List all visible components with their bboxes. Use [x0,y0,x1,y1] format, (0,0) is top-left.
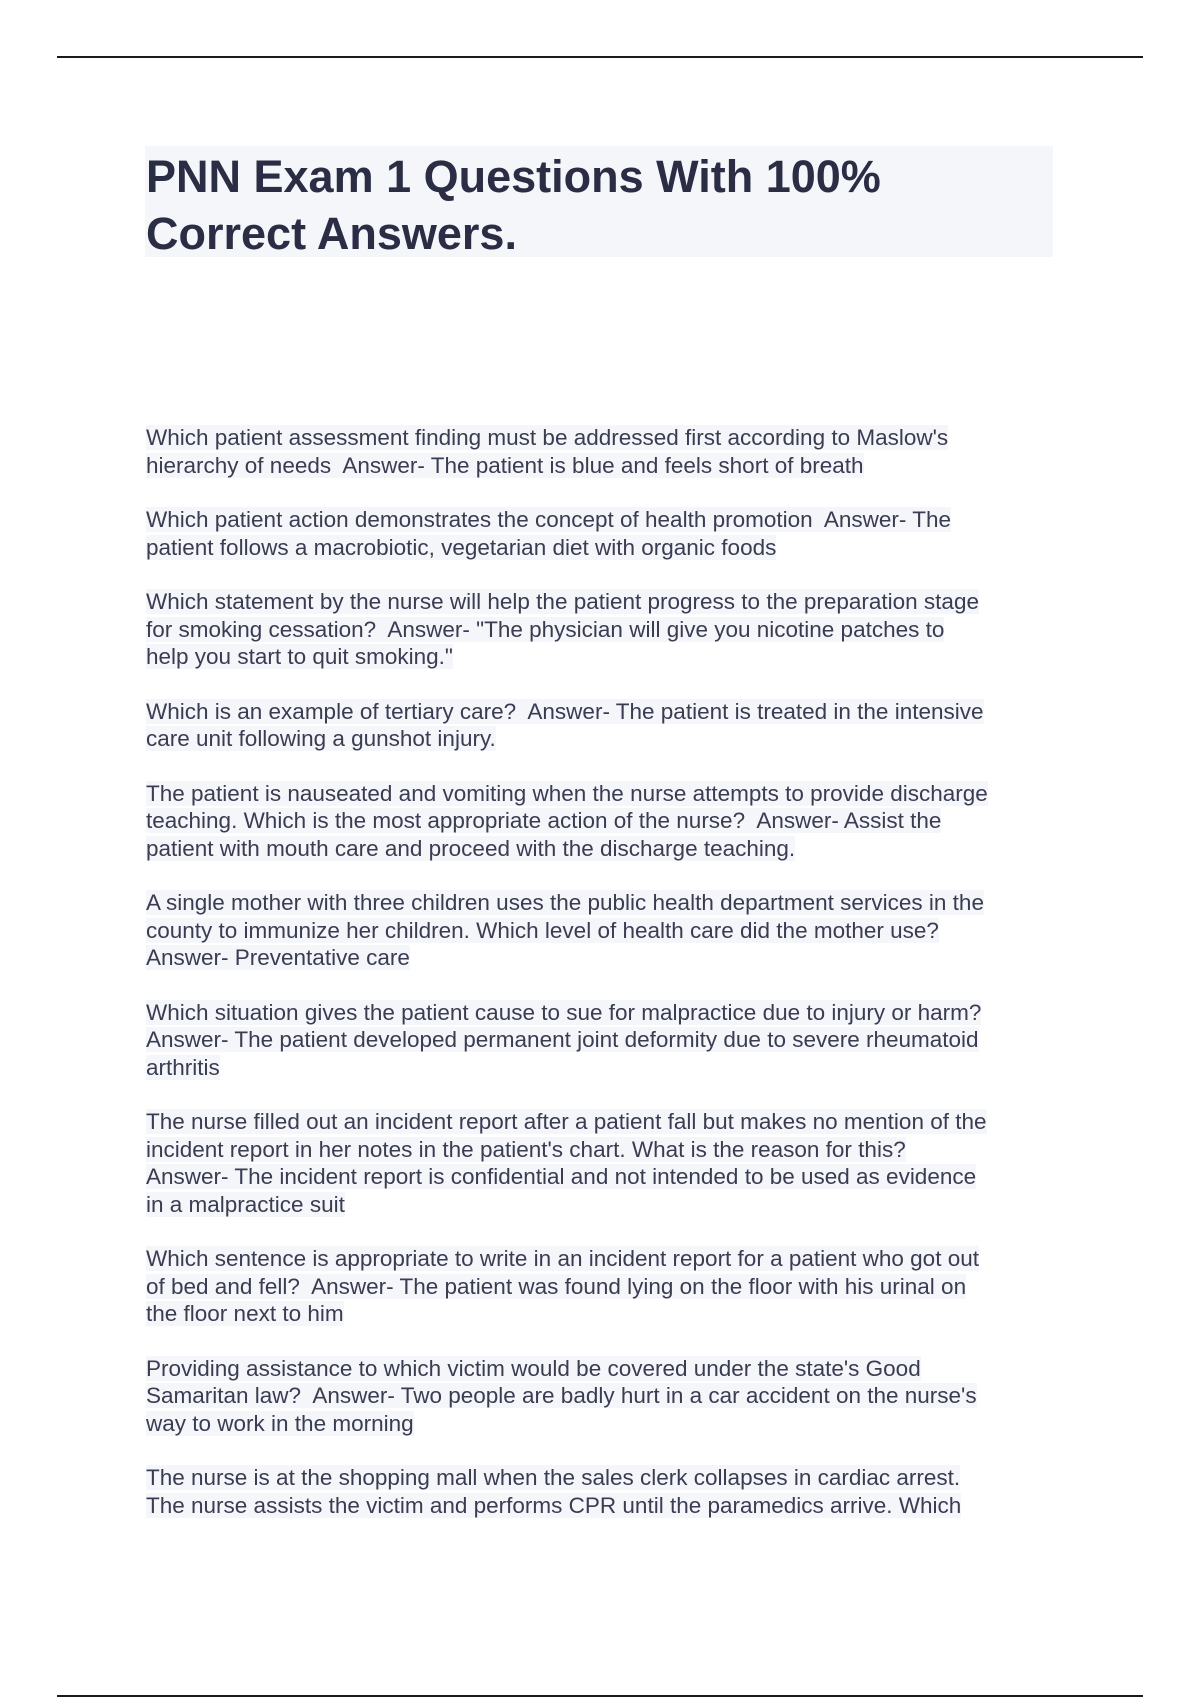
question-item [146,889,1066,972]
question-item [146,780,1066,863]
question-item [146,999,1066,1082]
question-line: The nurse is at the shopping mall when the sales clerk collapses in cardiac arrest. [146,1465,961,1490]
question-item [146,1355,1066,1438]
question-line: The nurse assists the victim and performs CPR until the paramedics arrive. Which [146,1492,962,1518]
question-item [146,424,1066,479]
question-line: Which is an example of tertiary care? Answer- The patient is treated in the intensive [146,698,984,724]
question-line: patient with mouth care and proceed with the discharge teaching. [146,835,796,861]
question-line: The patient is nauseated and vomiting when the nurse attempts to provide discharge [146,780,988,806]
question-line: Answer- The incident report is confidential and not intended to be used as evidence [146,1164,977,1189]
top-divider [57,56,1143,58]
question-line: Which patient assessment finding must be addressed first according to Maslow's [146,425,949,450]
question-line: arthritis [146,1054,220,1080]
title-line-1: PNN Exam 1 Questions With 100% [146,151,881,202]
question-line: Samaritan law? Answer- Two people are badly hurt in a car accident on the nurse's [146,1383,977,1408]
question-line: A single mother with three children uses the public health department services in the [146,890,984,915]
question-line: Answer- The patient developed permanent joint deformity due to severe rheumatoid [146,1027,979,1052]
question-line: help you start to quit smoking." [146,644,453,669]
question-line: teaching. Which is the most appropriate action of the nurse? Answer- Assist the [146,808,942,833]
question-line: the floor next to him [146,1301,344,1326]
question-line: Which statement by the nurse will help the patient progress to the preparation stage [146,589,979,614]
question-item [146,1108,1066,1218]
question-line: incident report in her notes in the patient's chart. What is the reason for this? [146,1136,906,1162]
question-item [146,1245,1066,1328]
title-line-2: Correct Answers. [146,208,517,259]
question-item [146,1464,1066,1519]
question-line: of bed and fell? Answer- The patient was found lying on the floor with his urinal on [146,1273,967,1299]
question-line: in a malpractice suit [146,1191,345,1217]
question-line: The nurse filled out an incident report after a patient fall but makes no mention of the [146,1109,987,1134]
page-title [146,148,1046,262]
question-line: Which situation gives the patient cause to sue for malpractice due to injury or harm? [146,999,982,1025]
question-line: way to work in the morning [146,1410,414,1436]
question-line: Which patient action demonstrates the concept of health promotion Answer- The [146,507,952,532]
question-item [146,506,1066,561]
question-line: Providing assistance to which victim would be covered under the state's Good [146,1355,921,1381]
question-list [146,424,1066,1546]
question-item [146,588,1066,671]
bottom-divider [57,1695,1143,1697]
question-line: Answer- Preventative care [146,945,410,970]
question-line: hierarchy of needs Answer- The patient is blue and feels short of breath [146,452,864,478]
question-item [146,698,1066,753]
question-line: for smoking cessation? Answer- "The physician will give you nicotine patches to [146,616,945,642]
question-line: county to immunize her children. Which level of health care did the mother use? [146,917,939,943]
question-line: care unit following a gunshot injury. [146,726,496,751]
question-line: Which sentence is appropriate to write in an incident report for a patient who got out [146,1246,979,1271]
question-line: patient follows a macrobiotic, vegetarian diet with organic foods [146,534,777,560]
